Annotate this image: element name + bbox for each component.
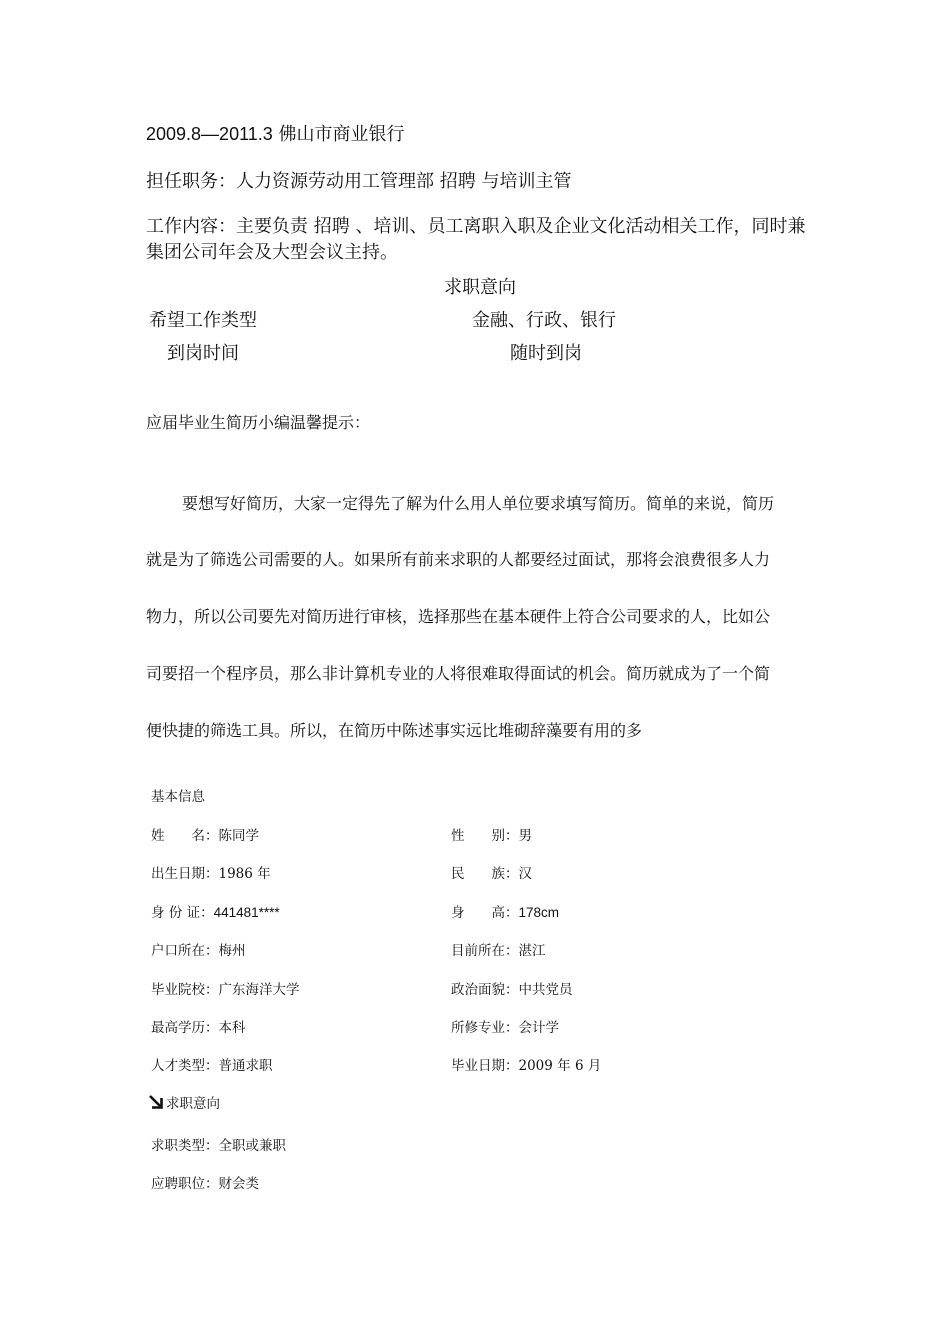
hukou-value: 梅州: [218, 943, 246, 959]
job-post-label: 应聘职位：: [151, 1176, 219, 1192]
tips-line: 要想写好简历，大家一定得先了解为什么用人单位要求填写简历。简单的来说，简历: [182, 494, 775, 513]
birth-value: 1986 年: [218, 866, 271, 882]
tips-line: 就是为了筛选公司需要的人。如果所有前来求职的人都要经过面试，那将会浪费很多人力: [146, 550, 771, 569]
hukou-row: [151, 939, 246, 959]
gender-row: [451, 824, 532, 844]
job-heading: 求职意向: [166, 1096, 220, 1112]
id-label: 身 份 证：: [151, 905, 214, 921]
talent-value: 普通求职: [218, 1058, 273, 1074]
intention-type-label: 希望工作类型: [149, 310, 257, 331]
birth-label: 出生日期：: [151, 866, 219, 882]
work-company: 佛山市商业银行: [278, 124, 405, 145]
name-value: 陈同学: [218, 828, 259, 844]
work-position: 担任职务：人力资源劳动用工管理部 招聘 与培训主管: [146, 171, 572, 192]
ethnic-label: 民 族：: [451, 866, 519, 882]
height-row: [451, 901, 559, 921]
tips-line: 物力，所以公司要先对简历进行审核，选择那些在基本硬件上符合公司要求的人，比如公: [146, 607, 771, 626]
gender-value: 男: [518, 828, 532, 844]
school-label: 毕业院校：: [151, 982, 219, 998]
current-row: [451, 939, 546, 959]
height-label: 身 高：: [451, 905, 519, 921]
id-value: 441481****: [213, 905, 280, 920]
job-type-label: 求职类型：: [151, 1138, 219, 1154]
gender-label: 性 别：: [451, 828, 519, 844]
ethnic-row: [451, 862, 532, 882]
graddate-value: 2009 年 6 月: [518, 1058, 602, 1074]
politics-value: 中共党员: [518, 982, 573, 998]
intention-start-label: 到岗时间: [167, 343, 239, 364]
job-type-row: [151, 1134, 286, 1154]
tips-heading: 应届毕业生简历小编温馨提示：: [146, 413, 371, 432]
degree-label: 最高学历：: [151, 1020, 219, 1036]
job-heading-row: [148, 1092, 220, 1112]
id-row: [151, 901, 280, 921]
tips-line: 司要招一个程序员，那么非计算机专业的人将很难取得面试的机会。简历就成为了一个简: [146, 664, 771, 683]
basic-heading: 基本信息: [151, 789, 205, 805]
intention-heading: 求职意向: [444, 277, 516, 298]
current-value: 湛江: [518, 943, 546, 959]
politics-row: [451, 978, 573, 998]
birth-row: [151, 862, 271, 882]
work-header: [146, 120, 405, 146]
ethnic-value: 汉: [518, 866, 532, 882]
intention-start-value: 随时到岗: [510, 343, 582, 364]
name-row: [151, 824, 259, 844]
intention-type-value: 金融、行政、银行: [472, 310, 616, 331]
hukou-label: 户口所在：: [151, 943, 219, 959]
politics-label: 政治面貌：: [451, 982, 519, 998]
name-label: 姓 名：: [151, 828, 219, 844]
arrow-icon: [148, 1094, 164, 1110]
work-content: 工作内容：主要负责 招聘 、培训、员工离职入职及企业文化活动相关工作，同时兼集团公司年会及大型会议主持。: [146, 216, 806, 263]
graddate-row: [451, 1054, 601, 1074]
job-post-value: 财会类: [218, 1176, 259, 1192]
talent-row: [151, 1054, 273, 1074]
talent-label: 人才类型：: [151, 1058, 219, 1074]
major-label: 所修专业：: [451, 1020, 519, 1036]
degree-row: [151, 1016, 246, 1036]
major-row: [451, 1016, 559, 1036]
graddate-label: 毕业日期：: [451, 1058, 519, 1074]
job-type-value: 全职或兼职: [218, 1138, 286, 1154]
school-value: 广东海洋大学: [218, 982, 300, 998]
job-post-row: [151, 1172, 259, 1192]
current-label: 目前所在：: [451, 943, 519, 959]
major-value: 会计学: [518, 1020, 559, 1036]
degree-value: 本科: [218, 1020, 246, 1036]
tips-line: 便快捷的筛选工具。所以，在简历中陈述事实远比堆砌辞藻要有用的多: [146, 721, 643, 740]
height-value: 178cm: [518, 905, 560, 920]
work-period: 2009.8—2011.3: [146, 124, 273, 144]
school-row: [151, 978, 300, 998]
